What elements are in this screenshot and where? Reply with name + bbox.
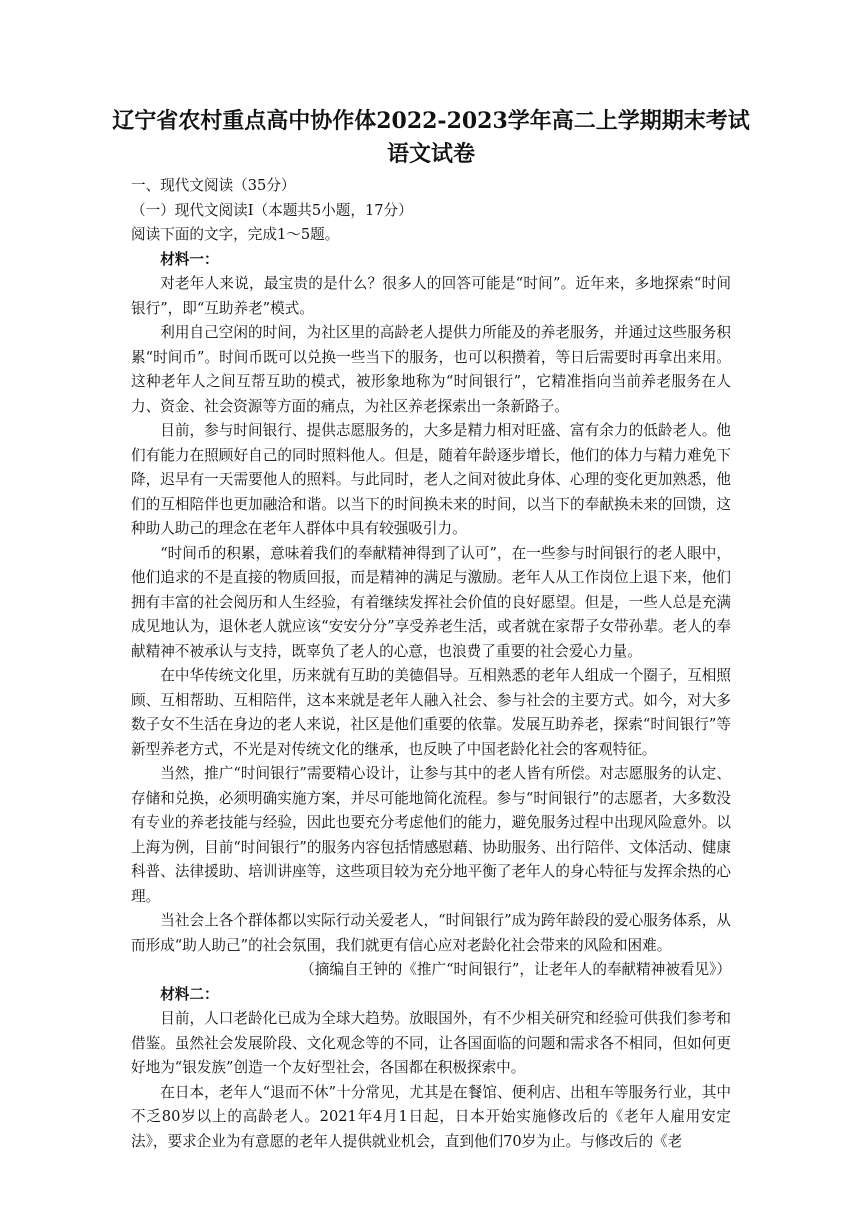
material2-label: 材料二：: [160, 985, 219, 1003]
section-heading: 一、现代文阅读（35分）: [131, 177, 296, 194]
material1-label: 材料一：: [160, 250, 219, 268]
exam-body: [131, 174, 731, 1154]
material1-paragraph: 当然，推广“时间银行”需要精心设计，让参与其中的老人皆有所偿。对志愿服务的认定、存储和兑换，必须明确实施方案，并尽可能地简化流程。参与“时间银行”的志愿者，大多数没有专业的养老技能与经验，因此也要充分考虑他们的能力，避免服务过程中出现风险意外。以上海为例，目前“时间银行”的服务内容包括情感慰藉、协助服务、出行陪伴、文体活动、健康科普、法律援助、培训讲座等，这些项目较为充分地平衡了老年人的身心特征与发挥余热的心理。: [131, 765, 731, 905]
material1-paragraph: “时间币的积累，意味着我们的奉献精神得到了认可”，在一些参与时间银行的老人眼中，他们追求的不是直接的物质回报，而是精神的满足与激励。老年人从工作岗位上退下来，他们拥有丰富的社会阅历和人生经验，有着继续发挥社会价值的良好愿望。但是，一些人总是充满成见地认为，退休老人就应该“安安分分”享受养老生活，或者就在家帮子女带孙辈。老人的奉献精神不被承认与支持，既辜负了老人的心意，也浪费了重要的社会爱心力量。: [131, 544, 731, 660]
material2-paragraph: 目前，人口老龄化已成为全球大趋势。放眼国外，有不少相关研究和经验可供我们参考和借鉴。虽然社会发展阶段、文化观念等的不同，让各国面临的问题和需求各不相同，但如何更好地为“银发族”创造一个友好型社会，各国都在积极探索中。: [131, 1010, 731, 1076]
material1-paragraph: 对老年人来说，最宝贵的是什么？很多人的回答可能是“时间”。近年来，多地探索“时间银行”，即“互助养老”模式。: [131, 275, 731, 317]
material1-paragraph: 目前，参与时间银行、提供志愿服务的，大多是精力相对旺盛、富有余力的低龄老人。他们有能力在照顾好自己的同时照料他人。但是，随着年龄逐步增长，他们的体力与精力难免下降，迟早有一天需要他人的照料。与此同时，老人之间对彼此身体、心理的变化更加熟悉，他们的互相陪伴也更加融洽和谐。以当下的时间换未来的时间，以当下的奉献换未来的回馈，这种助人助己的理念在老年人群体中具有较强吸引力。: [131, 422, 731, 537]
material2-paragraph: 在日本，老年人“退而不休”十分常见，尤其是在餐馆、便利店、出租车等服务行业，其中不乏80岁以上的高龄老人。2021年4月1日起，日本开始实施修改后的《老年人雇用安定法》，要求企业为有意愿的老年人提供就业机会，直到他们70岁为止。与修改后的《老: [131, 1083, 731, 1150]
material1-paragraph: 当社会上各个群体都以实际行动关爱老人，“时间银行”成为跨年龄段的爱心服务体系，从而形成“助人助己”的社会氛围，我们就更有信心应对老龄化社会带来的风险和困难。: [131, 912, 731, 954]
material1-paragraph: 在中华传统文化里，历来就有互助的美德倡导。互相熟悉的老年人组成一个圈子，互相照顾、互相帮助、互相陪伴，这本来就是老年人融入社会、参与社会的主要方式。如今，对大多数子女不生活在身边的老人来说，社区是他们重要的依靠。发展互助养老，探索“时间银行”等新型养老方式，不光是对传统文化的继承，也反映了中国老龄化社会的客观特征。: [131, 667, 731, 758]
material1-paragraph: 利用自己空闲的时间，为社区里的高龄老人提供力所能及的养老服务，并通过这些服务积累“时间币”。时间币既可以兑换一些当下的服务，也可以积攒着，等日后需要时再拿出来用。这种老年人之间互帮互助的模式，被形象地称为“时间银行”，它精准指向当前养老服务在人力、资金、社会资源等方面的痛点，为社区养老探索出一条新路子。: [131, 324, 731, 415]
exam-subtitle: 语文试卷: [386, 141, 475, 167]
reading-instruction: 阅读下面的文字，完成1～5题。: [131, 226, 340, 243]
subsection-heading: （一）现代文阅读Ⅰ（本题共5小题，17分）: [131, 201, 413, 219]
exam-title: 辽宁省农村重点高中协作体2022-2023学年高二上学期期末考试: [112, 108, 750, 134]
material1-source: （摘编自王钟的《推广“时间银行”，让老年人的奉献精神被看见》）: [300, 961, 731, 978]
